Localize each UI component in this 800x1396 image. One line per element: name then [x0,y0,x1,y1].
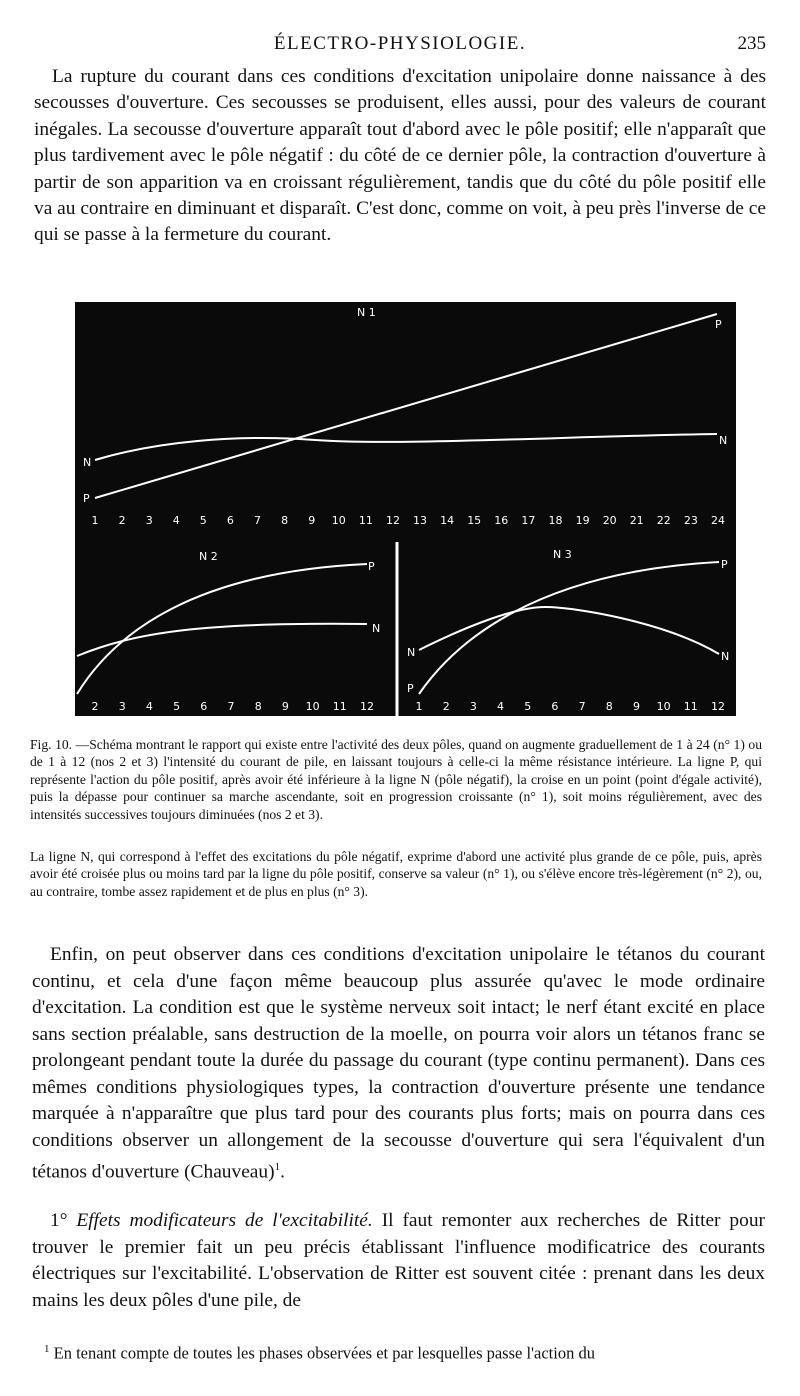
figure-caption-2 [30,848,762,900]
panel-3-x-tick: 7 [578,700,586,713]
panel-1-label: N 1 [357,306,376,319]
panel-2-x-tick: 12 [360,700,374,713]
panel-3-x-tick: 12 [711,700,725,713]
panel-2-n-label: N [372,622,381,635]
paragraph-excitabilite-text: Il faut remonter aux recherches de Ritter pour trouver le premier fait un peu précis établissant l'influence modificatrice des courants électriques sur l'excitabilité. L'observation de Ritter est souvent citée : prenant dans les deux mains les deux pôles d'une pile, de [32,1210,765,1311]
footnote-text: En tenant compte de toutes les phases observées et par lesquelles passe l'action du [53,1343,595,1363]
panel-2-x-tick: 3 [118,700,126,713]
panel-1-x-tick: 20 [602,514,617,527]
panel-3-x-tick: 6 [551,700,559,713]
running-title: ÉLECTRO-PHYSIOLOGIE. [273,33,527,54]
figure-caption-text-2: La ligne N, qui correspond à l'effet des excitations du pôle négatif, exprime d'abord une activité plus grande de ce pôle, puis, après avoir été croisée plus ou moins tard par la ligne du pôle positif, conserve sa valeur (n° 1), ou s'élève encore très-légèrement (n° 2), ou, au contraire, tombe assez rapidement et de plus en plus (n° 3). [30,849,762,899]
panel-1-x-tick: 18 [548,514,563,527]
panel-2-x-tick: 6 [200,700,208,713]
panel-3-x-tick: 11 [683,700,698,713]
panel-3-p-end-label: P [721,558,728,571]
panel-1-x-tick: 16 [494,514,509,527]
panel-3-x-tick: 10 [656,700,671,713]
panel-3-x-tick: 9 [633,700,640,713]
paragraph-excitabilite [32,1208,765,1314]
panel-1-x-tick: 4 [172,514,180,527]
panel-3-x-tick: 4 [497,700,504,713]
panel-1-x-tick: 3 [145,514,153,527]
panel-3-n-start-label: N [407,646,416,659]
panel-2-x-tick: 9 [281,700,289,713]
running-head [34,33,766,59]
panel-2-p-label: P [368,560,375,573]
panel-1-n-end-label: N [719,434,728,447]
panel-1-x-tick: 23 [683,514,698,527]
figure-background [75,302,736,716]
paragraph-rupture [34,64,766,249]
section-number: 1° [50,1210,68,1231]
panel-2-label: N 2 [199,550,218,563]
panel-1-x-tick: 19 [575,514,590,527]
panel-1-x-tick: 21 [629,514,644,527]
panel-3-x-tick: 3 [469,700,477,713]
panel-2-x-tick: 4 [145,700,153,713]
panel-1-x-tick: 7 [254,514,261,527]
panel-1-x-tick: 17 [521,514,536,527]
paragraph-rupture-text: La rupture du courant dans ces conditions d'excitation unipolaire donne naissance à des secousses d'ouverture. Ces secousses se produisent, elles aussi, pour des valeurs de courant inégales. La secousse d'ouverture apparaît tout d'abord avec le pôle positif; elle n'apparaît que plus tardivement avec le pôle négatif : du côté de ce dernier pôle, la contraction d'ouverture à partir de son apparition va en croissant régulièrement, tandis que du côté du pôle positif elle va au contraire en diminuant et disparaît. C'est donc, comme on voit, à peu près l'inverse de ce qui se passe à la fermeture du courant. [34,66,766,246]
paragraph-tetanos-text: Enfin, on peut observer dans ces conditions d'excitation unipolaire le tétanos du courant continu, et cela d'une façon même beaucoup plus assurée qu'avec le mode ordinaire d'excitation. La condition est que le système nerveux soit intact; le nerf étant excité en place sans section préalable, sans destruction de la moelle, on pourra voir alors un tétanos franc se prolongeant pendant toute la durée du passage du courant (type continu permanent). Dans ces mêmes conditions physiologiques types, la contraction d'ouverture présente une tendance marquée à n'apparaître que plus tard pour des courants plus forts; mais on pourra dans ces conditions observer un allongement de la secousse d'ouverture qui sera l'équivalent d'un tétanos d'ouverture (Chauveau) [32,944,765,1183]
panel-2-x-tick: 10 [305,700,320,713]
panel-2-x-tick: 11 [332,700,347,713]
paragraph-tetanos: Enfin, on peut observer dans ces conditions d'excitation unipolaire le tétanos du courant continu, et cela d'une façon même beaucoup plus assurée qu'avec le mode ordinaire d'excitation. La condition est que le système nerveux soit intact; le nerf étant excité en place sans section préalable, sans destruction de la moelle, on pourra voir alors un tétanos franc se prolongeant pendant toute la durée du passage du courant (type continu permanent). Dans ces mêmes conditions physiologiques types, la contraction d'ouverture présente une tendance marquée à n'apparaître que plus tard pour des courants plus forts; mais on pourra dans ces conditions observer un allongement de la secousse d'ouverture qui sera l'équivalent d'un tétanos d'ouverture (Chauveau)$^1$. [32,944,765,1183]
figure-caption-text-1: —Schéma montrant le rapport qui existe entre l'activité des deux pôles, quand on augmente graduellement de 1 à 24 (n° 1) ou de 1 à 12 (nos 2 et 3) l'intensité du courant de pile, en laissant toujours à celle-ci la même résistance intérieure. La ligne P, qui représente l'action du pôle positif, après avoir été inférieure à la ligne N (pôle négatif), la croise en un point (point d'égale activité), puis la dépasse pour continuer sa marche ascendante, soit en progression croissante (n° 1), soit moins régulièrement, avec des intensités successives toujours diminuées (nos 2 et 3). [30,737,762,822]
panel-1-p-start-label: P [83,492,90,505]
panel-1-x-tick: 11 [358,514,373,527]
panel-3-label: N 3 [553,548,572,561]
panel-2-x-tick: 8 [254,700,262,713]
panel-1-x-tick: 15 [467,514,482,527]
panel-1-x-tick: 9 [308,514,316,527]
panel-1-x-tick: 1 [91,514,99,527]
panel-3-x-tick: 5 [524,700,532,713]
panel-2-x-tick: 5 [173,700,181,713]
page-number: 235 [737,33,766,54]
panel-3-n-end-label: N [721,650,730,663]
section-title: Effets modificateurs de l'excitabilité. [76,1210,373,1231]
panel-3-x-tick: 8 [605,700,613,713]
panel-1-x-tick: 22 [656,514,671,527]
panel-1-x-tick: 12 [386,514,400,527]
footnote-mark: 1 [44,1343,50,1355]
panel-3-x-tick: 2 [442,700,450,713]
panel-1-x-tick: 5 [199,514,207,527]
figure-10-diagram [75,302,736,716]
figure-caption [30,736,762,823]
panel-1-x-tick: 6 [226,514,234,527]
panel-1-x-tick: 2 [118,514,126,527]
panel-1-x-tick: 24 [711,514,725,527]
panel-3-x-tick: 1 [415,700,423,713]
panel-1-x-tick: 8 [281,514,289,527]
figure-10 [75,302,736,716]
panel-1-p-end-label: P [715,318,722,331]
panel-3-p-start-label: P [407,682,414,695]
panel-1-x-tick: 14 [440,514,455,527]
footnote-reference[interactable]: 1 [274,1161,281,1173]
panel-2-x-tick: 2 [91,700,99,713]
panel-1-x-tick: 13 [413,514,427,527]
panel-2-x-tick: 7 [227,700,235,713]
footnote [44,1338,764,1365]
panel-1-n-start-label: N [83,456,92,469]
figure-caption-label: Fig. 10. [30,737,73,752]
panel-1-x-tick: 10 [331,514,346,527]
